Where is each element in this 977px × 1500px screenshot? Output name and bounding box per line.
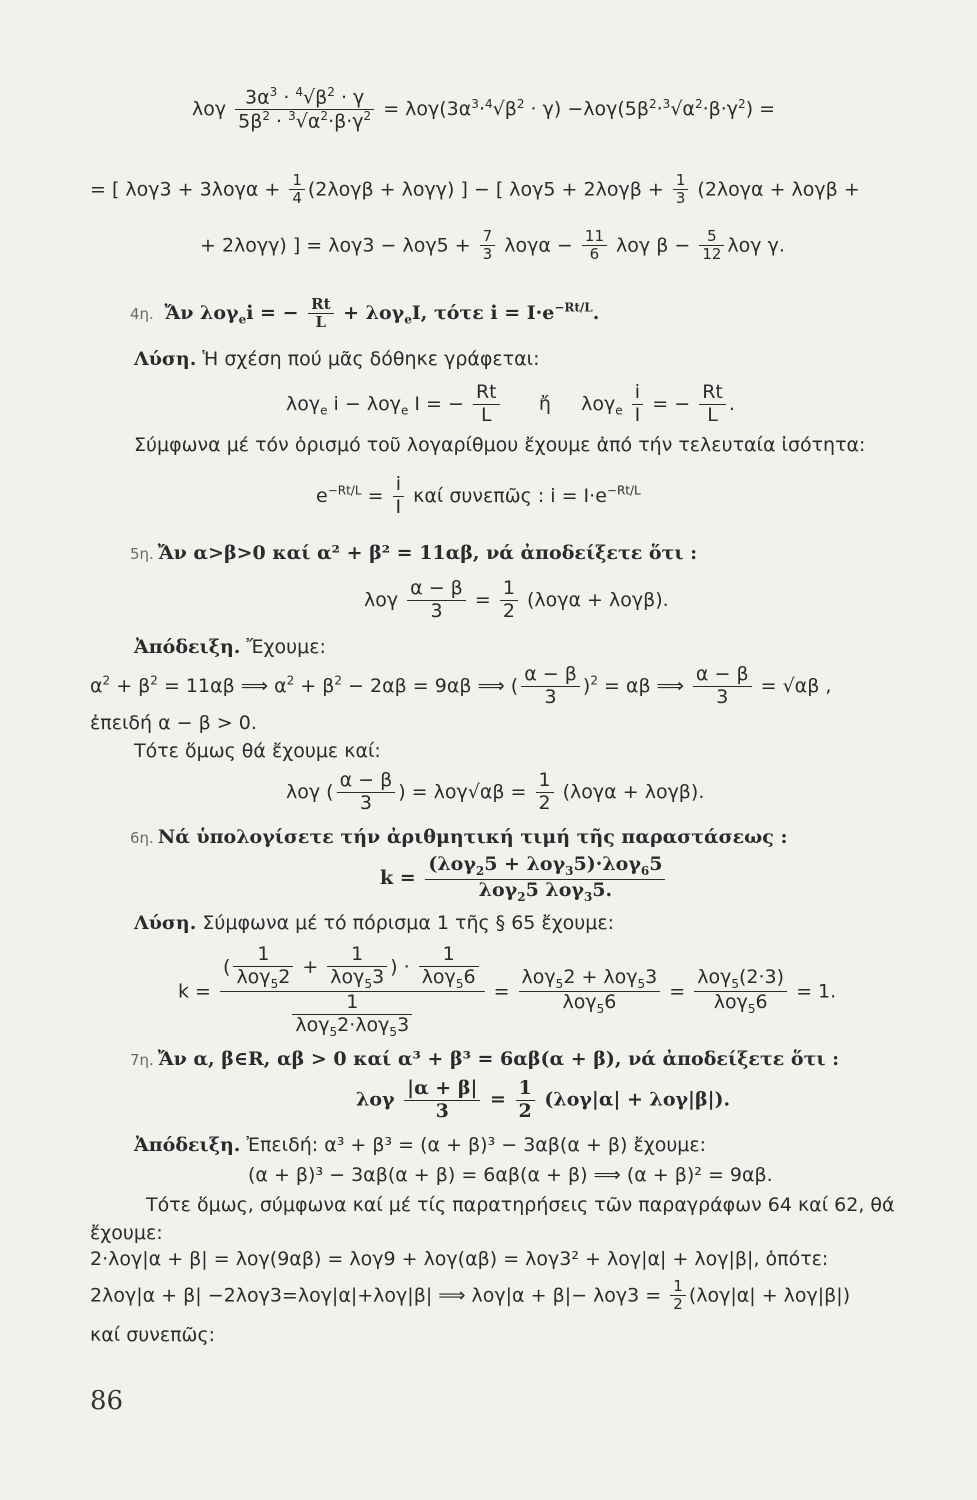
text-we-have: ἔχουμε: [90,1222,163,1244]
equation-8: λογ ( $\frac{\alpha - \beta}{3}$ ) = λογ√αβ = $\frac{1}{2}$ (λογα + λογβ). [286,769,705,814]
equation-4: λογ$_e$ i − λογ$_e$ I = − $\frac{Rt}{L}$ ἤ λογ$_e$ $\frac{i}{I}$ = − $\frac{Rt}{L}$ . [286,381,735,426]
solution-4-intro: Λύση. Ἡ σχέση πού μᾶς δόθηκε γράφεται: [134,348,540,370]
text-definition: Σύμφωνα μέ τόν ὁρισμό τοῦ λογαρίθμου ἔχουμε ἀπό τήν τελευταία ἰσότητα: [134,434,866,456]
equation-11: λογ $\frac{|\alpha + \beta|}{3}$ = $\frac{1}{2}$ (λογ|α| + λογ|β|). [356,1077,731,1122]
equation-6: λογ $\frac{\alpha - \beta}{3}$ = $\frac{1}{2}$ (λογα + λογβ). [364,577,669,622]
problem-4: 4η. Ἄν λογ$_e$i = − $\frac{Rt}{L}$ + λογ$_e$I, τότε $i = I\cdot e^{-Rt/L}$. [130,295,600,332]
equation-3: + 2λογγ) ] = λογ3 − λογ5 + $\frac{7}{3}$ λογα − $\frac{11}{6}$ λογ β − $\frac{5}{12}$ λογ γ. [200,227,785,264]
text-consequently: καί συνεπῶς: [90,1324,216,1346]
solution-6-intro: Λύση. Σύμφωνα μέ τό πόρισμα 1 τῆς § 65 ἔχουμε: [134,912,615,934]
equation-13: 2·λογ|α + β| = λογ(9αβ) = λογ9 + λογ(αβ) = λογ3² + λογ|α| + λογ|β|, ὁπότε: [90,1248,829,1270]
page-number: 86 [90,1386,124,1416]
text-then: Τότε ὅμως θά ἔχουμε καί: [134,740,381,762]
problem-5: 5η. Ἄν α>β>0 καί α² + β² = 11αβ, νά ἀποδείξετε ὅτι : [130,542,698,564]
equation-12: (α + β)³ − 3αβ(α + β) = 6αβ(α + β) ⟹ (α + β)² = 9αβ. [248,1164,773,1186]
text-since: ἐπειδή α − β > 0. [90,712,257,734]
problem-7: 7η. Ἄν α, β∈R, αβ > 0 καί α³ + β³ = 6αβ(α + β), νά ἀποδείξετε ὅτι : [130,1048,840,1070]
equation-7: $\alpha^2 + \beta^2 = 11\alpha\beta$ ⟹ $\alpha^2 + \beta^2 - 2\alpha\beta = 9\alpha\beta$ ⟹ ( $\frac{\alpha - \beta}{3}$ )$^2$ = αβ ⟹ $\frac{\alpha - \beta}{3}$ = √αβ , [90,663,832,708]
equation-9: k = $\frac{(\lambda o\gamma_25 + \lambda o\gamma_35)\cdot\lambda o\gamma_65}{\lambda o\gamma_25 \lambda o\gamma_35.}$ [380,854,668,904]
equation-10: k = ( $\frac{1}{\lambda o\gamma_52}$ + $\frac{1}{\lambda o\gamma_53}$ ) · $\frac{1}{\lambda o\gamma_56}$ $\frac{1}{\lambda o\gamma_52\cdot\lambda o\gamma_53}$ = $\frac{\lambda o\gamma_52 + \lambda o\gamma_53}{\lambda o\gamma_56}$ = $\frac{\lambda o\gamma_5(2\cdot 3)}{\lambda o\gamma_56}$ = 1. [178,943,837,1040]
proof-5-intro: Ἀπόδειξη. Ἔχουμε: [134,636,326,658]
problem-6: 6η. Νά ὑπολογίσετε τήν ἀριθμητική τιμή τῆς παραστάσεως : [130,826,788,848]
proof-7-intro: Ἀπόδειξη. Ἐπειδή: α³ + β³ = (α + β)³ − 3αβ(α + β) ἔχουμε: [134,1134,707,1156]
text-remarks: Τότε ὅμως, σύμφωνα καί μέ τίς παρατηρήσεις τῶν παραγράφων 64 καί 62, θά [146,1194,895,1216]
equation-14: 2λογ|α + β| −2λογ3=λογ|α|+λογ|β| ⟹ λογ|α + β|− λογ3 = $\frac{1}{2}$ (λογ|α| + λογ|β|) [90,1277,851,1314]
equation-5: $e^{-Rt/L}$ = $\frac{i}{I}$ καί συνεπῶς : $i = I\cdot e^{-Rt/L}$ [316,473,641,518]
equation-2: = [ λογ3 + 3λογα + $\frac{1}{4}$ (2λογβ + λογγ) ] − [ λογ5 + 2λογβ + $\frac{1}{3}$ (2λογα + λογβ + [90,171,860,208]
equation-1: λογ $\frac{3\alpha^3 \cdot ^4√\beta^2 \cdot \gamma}{5\beta^2 \cdot ^3√\alpha^2\cdot\beta\cdot\gamma^2}$ = $\lambda o\gamma(3\alpha^3\cdot^4√\beta^2 \cdot \gamma) -\lambda o\gamma(5\beta^2\cdot^3√\alpha^2\cdot\beta\cdot\gamma^2)$ = [192,85,776,133]
